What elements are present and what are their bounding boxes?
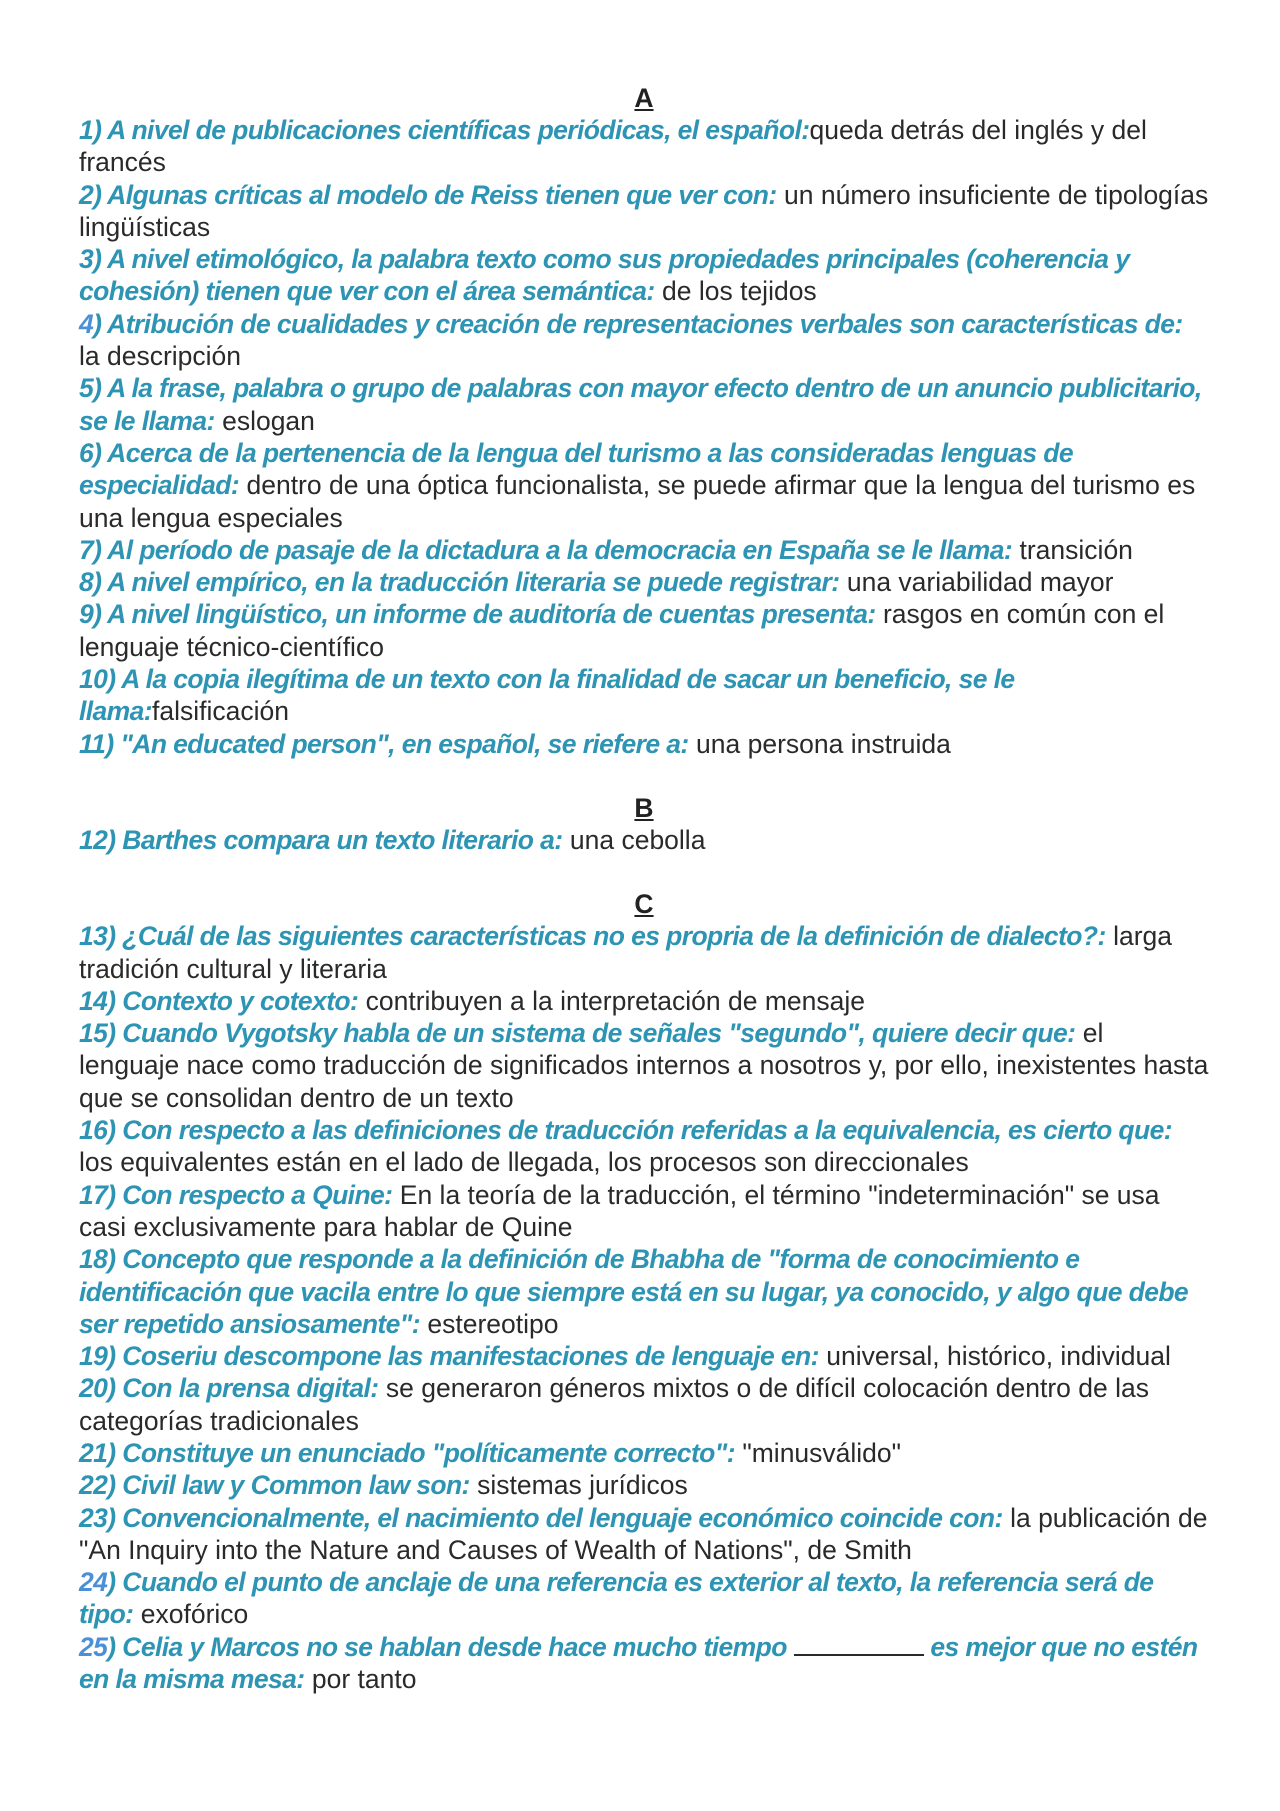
answer-text: por tanto [311, 1664, 417, 1695]
question-text: 1) A nivel de publicaciones científicas periódicas, el español: [79, 115, 810, 145]
question-text: 15) Cuando Vygotsky habla de un sistema de señales "segundo", quiere decir que: [79, 1018, 1076, 1049]
qa-item [79, 728, 1209, 760]
answer-text: contribuyen a la interpretación de mensaje [365, 985, 865, 1016]
question-number: 1 [79, 115, 94, 145]
answer-text: el lenguaje nace como traducción de significados internos a nosotros y, por ello, inexistentes hasta que se consolidan dentro de un texto [79, 1018, 1209, 1113]
qa-item [79, 1179, 1209, 1244]
qa-item [79, 1114, 1209, 1179]
answer-text: transición [1019, 534, 1133, 565]
answer-text: larga tradición cultural y literaria [79, 921, 1173, 984]
section-gap [79, 760, 1209, 792]
qa-item [79, 1372, 1209, 1437]
qa-item [79, 598, 1209, 663]
answer-text: exofórico [140, 1599, 249, 1630]
qa-item [79, 920, 1209, 985]
answer-text: falsificación [152, 696, 289, 727]
section-title-a: A [634, 83, 654, 113]
question-text: 7) Al período de pasaje de la dictadura a la democracia en España se le llama: [79, 534, 1013, 565]
answer-text: dentro de una óptica funcionalista, se puede afirmar que la lengua del turismo es una lengua especiales [79, 470, 1196, 533]
question-text: 12) Barthes compara un texto literario a: [79, 824, 563, 855]
question-text: 9) A nivel lingüístico, un informe de auditoría de cuentas presenta: [79, 599, 876, 630]
question-number: 20 [79, 1373, 108, 1404]
qa-item [79, 243, 1209, 308]
section-c [79, 920, 1209, 1695]
question-text: 6) Acerca de la pertenencia de la lengua del turismo a las consideradas lenguas de especialidad: [79, 437, 1074, 501]
answer-text: estereotipo [427, 1308, 559, 1339]
question-text: 11) "An educated person", en español, se riefere a: [79, 728, 689, 759]
section-title-b: B [634, 792, 654, 823]
question-number: 11 [79, 728, 106, 759]
question-number: 14 [79, 985, 108, 1016]
qa-item [79, 534, 1209, 566]
question-text: 2) Algunas críticas al modelo de Reiss tienen que ver con: [79, 179, 777, 210]
section-gap [79, 856, 1209, 888]
answer-text: se generaron géneros mixtos o de difícil colocación dentro de las categorías tradicionales [79, 1373, 1149, 1436]
question-number: 21 [79, 1437, 108, 1468]
qa-item [79, 1437, 1209, 1469]
answer-text: la descripción [79, 341, 242, 372]
answer-text: una variabilidad mayor [846, 567, 1114, 598]
question-number: 6 [79, 437, 94, 468]
answer-text: la publicación de "An Inquiry into the Nature and Causes of Wealth of Nations", de Smith [79, 1502, 1208, 1565]
question-number: 19 [79, 1341, 108, 1372]
question-number: 3 [79, 244, 94, 275]
question-text: 25) Celia y Marcos no se hablan desde hace mucho tiempo es mejor que no estén en la misma mesa: [79, 1631, 1198, 1695]
question-text: 18) Concepto que responde a la definición de Bhabha de "forma de conocimiento e identificación que vacila entre lo que siempre está en su lugar, ya conocido, y algo que debe ser repetido ansiosamente": [79, 1244, 1189, 1339]
qa-item [79, 1017, 1209, 1114]
qa-item [79, 1631, 1209, 1696]
qa-item [79, 1469, 1209, 1501]
question-text: 13) ¿Cuál de las siguientes características no es propria de la definición de dialecto?: [79, 921, 1106, 952]
answer-text: eslogan [222, 405, 315, 436]
answer-text: de los tejidos [662, 276, 817, 307]
question-text: 10) A la copia ilegítima de un texto con la finalidad de sacar un beneficio, se le llama: [79, 664, 1015, 727]
question-text: 8) A nivel empírico, en la traducción literaria se puede registrar: [79, 567, 840, 598]
answer-text: rasgos en común con el lenguaje técnico-científico [79, 599, 1165, 662]
question-number: 23 [79, 1502, 108, 1533]
question-number: 25 [79, 1631, 108, 1662]
question-number: 9 [79, 599, 94, 630]
qa-item [79, 1340, 1209, 1372]
question-number: 10 [79, 664, 108, 695]
answer-text: sistemas jurídicos [477, 1470, 688, 1501]
question-number: 5 [79, 373, 94, 404]
question-number: 4 [79, 308, 94, 339]
question-text: 3) A nivel etimológico, la palabra texto como sus propiedades principales (coherencia y cohesión) tienen que ver con el área semántica: [79, 244, 1130, 307]
question-text: 16) Con respecto a las definiciones de traducción referidas a la equivalencia, es cierto que: [79, 1115, 1172, 1146]
question-number: 13 [79, 921, 108, 952]
question-number: 7 [79, 534, 94, 565]
answer-text: queda detrás del inglés y del francés [79, 115, 1147, 178]
qa-item [79, 372, 1209, 437]
question-text: 20) Con la prensa digital: [79, 1373, 379, 1404]
qa-item [79, 437, 1209, 534]
fill-in-blank [794, 1636, 924, 1656]
question-text: 4) Atribución de cualidades y creación de representaciones verbales son características de: [79, 308, 1183, 339]
qa-item [79, 1566, 1209, 1631]
answer-text: los equivalentes están en el lado de llegada, los procesos son direccionales [79, 1147, 969, 1178]
question-text: 17) Con respecto a Quine: [79, 1179, 393, 1210]
question-text: 24) Cuando el punto de anclaje de una referencia es exterior al texto, la referencia será de tipo: [79, 1567, 1154, 1630]
question-text: 21) Constituye un enunciado "políticamente correcto": [79, 1437, 735, 1468]
question-text: 23) Convencionalmente, el nacimiento del lenguaje económico coincide con: [79, 1502, 1003, 1533]
question-number: 2 [79, 179, 94, 210]
qa-item [79, 566, 1209, 598]
question-text: 22) Civil law y Common law son: [79, 1470, 470, 1501]
qa-item [79, 1502, 1209, 1567]
question-text: 19) Coseriu descompone las manifestaciones de lenguaje en: [79, 1341, 819, 1372]
section-b [79, 824, 1209, 856]
question-number: 12 [79, 824, 108, 855]
qa-item [79, 179, 1209, 244]
answer-text: una persona instruida [696, 728, 951, 759]
section-title-c: C [634, 889, 654, 920]
qa-item [79, 308, 1209, 373]
answer-text: En la teoría de la traducción, el término "indeterminación" se usa casi exclusivamente para hablar de Quine [79, 1179, 1160, 1242]
qa-item [79, 1243, 1209, 1340]
question-text: 14) Contexto y cotexto: [79, 985, 359, 1016]
question-number: 18 [79, 1244, 108, 1275]
answer-text: un número insuficiente de tipologías lingüísticas [79, 179, 1209, 242]
question-number: 8 [79, 567, 94, 598]
answer-text: universal, histórico, individual [826, 1341, 1171, 1372]
qa-item [79, 985, 1209, 1017]
question-number: 16 [79, 1115, 108, 1146]
qa-item [79, 663, 1209, 728]
question-number: 22 [79, 1470, 108, 1501]
answer-text: "minusválido" [742, 1437, 902, 1468]
question-text: 5) A la frase, palabra o grupo de palabras con mayor efecto dentro de un anuncio publicitario, se le llama: [79, 373, 1202, 436]
question-number: 24 [79, 1567, 108, 1598]
qa-item [79, 114, 1209, 179]
answer-text: una cebolla [569, 824, 706, 855]
section-a [79, 114, 1209, 760]
question-number: 15 [79, 1018, 108, 1049]
qa-item [79, 824, 1209, 856]
document-page [79, 82, 1209, 1695]
question-number: 17 [79, 1179, 108, 1210]
